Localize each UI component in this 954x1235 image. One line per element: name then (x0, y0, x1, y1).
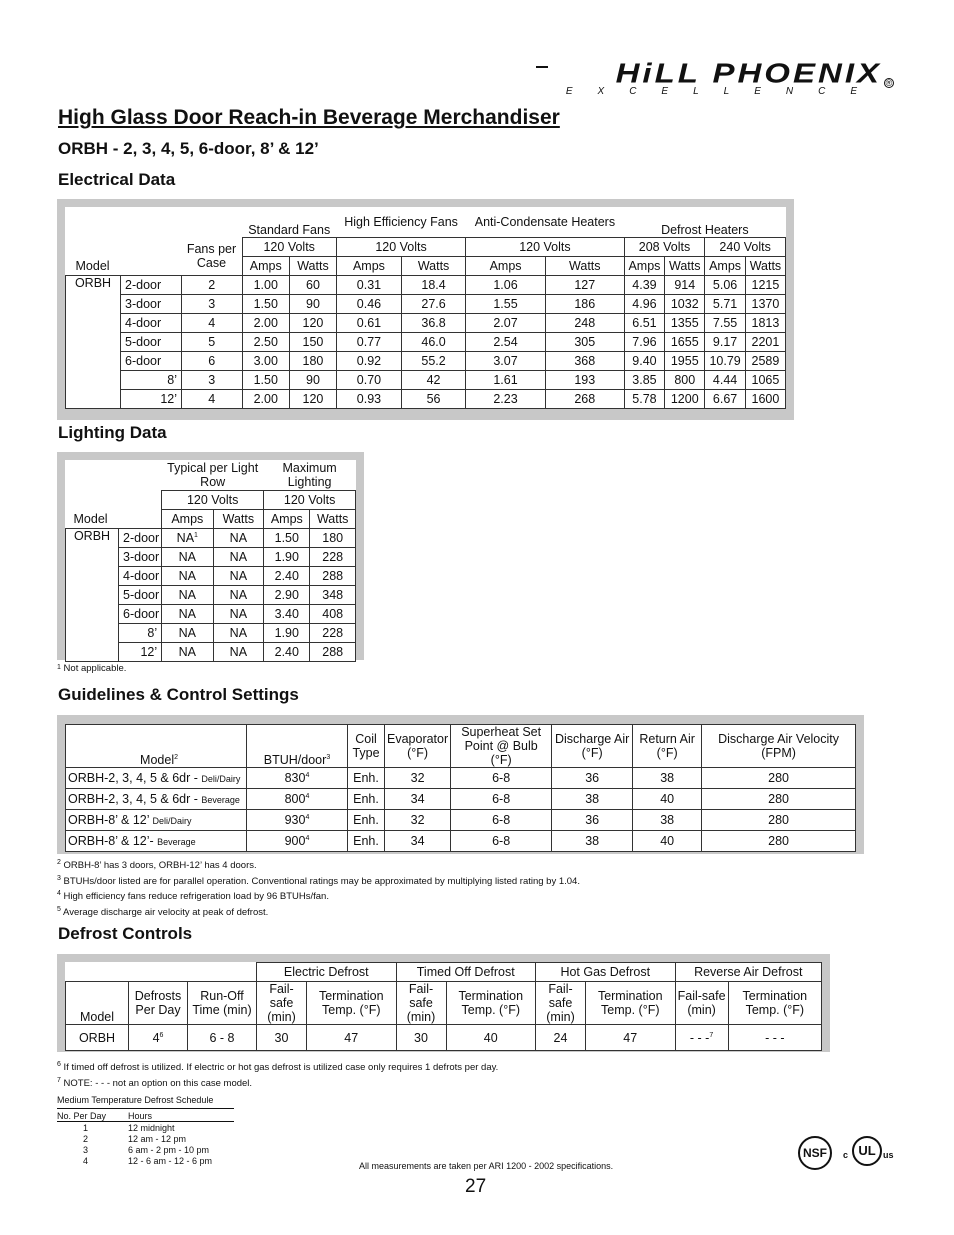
table-cell: 280 (702, 768, 856, 789)
unit-cell: Amps (705, 257, 746, 276)
schedule-hours: 12 midnight (128, 1122, 175, 1133)
col-termination: Termination Temp. (°F) (307, 982, 396, 1025)
table-row (66, 295, 786, 314)
table-cell: 3-door (121, 295, 182, 314)
table-cell: 0.70 (336, 371, 401, 390)
table-cell: $800^4$ (247, 789, 348, 810)
table-cell: 2.00 (242, 390, 290, 409)
table-cell: 1.06 (466, 276, 546, 295)
table-cell: NA (213, 605, 264, 624)
unit-cell: Amps (336, 257, 401, 276)
defrost-footnotes (57, 1060, 498, 1091)
col-max: Maximum Lighting (282, 461, 337, 489)
logo-text: HiLL PHOENIX (615, 56, 882, 89)
table-cell: 0.31 (336, 276, 401, 295)
table-cell: 127 (545, 276, 624, 295)
table-cell: 1215 (745, 276, 785, 295)
defrost-cell: 30 (396, 1025, 446, 1051)
table-cell: NA (213, 643, 264, 662)
table-cell: 248 (545, 314, 624, 333)
footnote: $^3$ BTUHs/door listed are for parallel operation. Conventional ratings may be approximated by multiplying listed rating by 1.04. (57, 874, 580, 887)
col-model: Model$^2$ (66, 725, 247, 768)
col-defrosts: Defrosts Per Day (129, 982, 188, 1025)
table-cell: 12’ (119, 643, 162, 662)
footnote: $^4$ High efficiency fans reduce refrigeration load by 96 BTUHs/fan. (57, 890, 329, 902)
schedule-row (57, 1122, 234, 1134)
table-cell: 7.96 (624, 333, 665, 352)
table-cell: NA (213, 529, 264, 548)
table-cell: 6-door (119, 605, 162, 624)
registered-mark-icon: ® (885, 78, 893, 88)
table-cell: 1032 (665, 295, 705, 314)
table-cell: 1655 (665, 333, 705, 352)
footnote-num: 1 (57, 664, 61, 671)
col-defrost-heaters: Defrost Heaters (661, 223, 749, 237)
page-title: High Glass Door Reach-in Beverage Merchandiser (58, 106, 560, 129)
group-reverse-air: Reverse Air Defrost (675, 963, 822, 982)
unit-cell: Amps (242, 257, 290, 276)
table-row (66, 314, 786, 333)
unit-cell: Watts (290, 257, 337, 276)
table-row (66, 352, 786, 371)
table-cell: 6-8 (451, 810, 552, 831)
table-cell: 180 (310, 529, 356, 548)
footnote: $^7$ NOTE: - - - not an option on this case model. (57, 1076, 253, 1089)
table-cell: 90 (290, 371, 337, 390)
table-cell: 40 (633, 789, 702, 810)
table-cell: 46.0 (401, 333, 465, 352)
table-cell: 36 (552, 768, 633, 789)
table-row (66, 371, 786, 390)
table-row (66, 810, 856, 831)
unit-cell: Watts (665, 257, 705, 276)
defrost-cell: 47 (586, 1025, 675, 1051)
table-cell: 1.61 (466, 371, 546, 390)
table-cell: 34 (385, 831, 451, 852)
volts-cell: 120 Volts (336, 238, 465, 257)
volts-cell: 120 Volts (242, 238, 336, 257)
table-cell: 1955 (665, 352, 705, 371)
unit-cell: Amps (264, 510, 310, 529)
table-row (66, 789, 856, 810)
table-cell: 186 (545, 295, 624, 314)
table-cell: 1355 (665, 314, 705, 333)
table-cell: 914 (665, 276, 705, 295)
table-cell: 1.55 (466, 295, 546, 314)
logo-subtext: EXCELLENCE (565, 86, 882, 97)
footnote: $^2$ ORBH-8’ has 3 doors, ORBH-12’ has 4 doors. (57, 859, 257, 871)
table-cell: 368 (545, 352, 624, 371)
model-cell: ORBH-8’ & 12’- Beverage (66, 831, 247, 852)
table-cell: 0.77 (336, 333, 401, 352)
table-cell: 40 (633, 831, 702, 852)
lighting-table (65, 460, 356, 662)
table-cell: 2.90 (264, 586, 310, 605)
table-cell: 1813 (745, 314, 785, 333)
col-high-eff-fans: High Efficiency Fans (344, 215, 458, 229)
table-cell: 1370 (745, 295, 785, 314)
table-cell: 0.93 (336, 390, 401, 409)
ul-logo-icon: UL (852, 1136, 882, 1166)
col-failsafe: Fail-safe (min) (257, 982, 307, 1025)
table-cell: NA (162, 624, 213, 643)
table-cell: 3.00 (242, 352, 290, 371)
table-cell: 38 (633, 810, 702, 831)
table-cell: 55.2 (401, 352, 465, 371)
table-cell: NA (162, 567, 213, 586)
table-cell: 36 (552, 810, 633, 831)
defrost-cell: 24 (536, 1025, 586, 1051)
table-cell: 4-door (119, 567, 162, 586)
table-cell: 9.40 (624, 352, 665, 371)
table-cell: 1065 (745, 371, 785, 390)
schedule-row (57, 1144, 234, 1155)
table-cell: NA (213, 548, 264, 567)
unit-cell: Amps (466, 257, 546, 276)
table-cell: 38 (633, 768, 702, 789)
col-model: Model (75, 258, 110, 273)
table-cell: 32 (385, 768, 451, 789)
table-cell: 6-8 (451, 831, 552, 852)
table-cell: 2.07 (466, 314, 546, 333)
table-cell: 120 (290, 314, 337, 333)
table-cell: 6.67 (705, 390, 746, 409)
table-cell: 1.50 (242, 371, 290, 390)
table-cell: 2.54 (466, 333, 546, 352)
guidelines-heading: Guidelines & Control Settings (58, 685, 299, 704)
col-standard-fans: Standard Fans (248, 223, 331, 237)
unit-cell: Amps (624, 257, 665, 276)
table-cell: 18.4 (401, 276, 465, 295)
table-cell: 90 (290, 295, 337, 314)
volts-cell: 120 Volts (466, 238, 625, 257)
table-cell: 5 (182, 333, 243, 352)
col-superheat: Superheat Set Point @ Bulb (°F) (451, 725, 552, 768)
schedule-hours: 6 am - 2 pm - 10 pm (128, 1144, 210, 1155)
table-cell: Enh. (348, 789, 385, 810)
table-cell: 10.79 (705, 352, 746, 371)
defrost-cell: 6 - 8 (188, 1025, 257, 1051)
ul-us-mark: us (883, 1150, 894, 1160)
guidelines-frame (57, 715, 864, 854)
table-cell: 6.51 (624, 314, 665, 333)
table-cell: 4 (182, 390, 243, 409)
table-cell: 5-door (121, 333, 182, 352)
lighting-heading: Lighting Data (58, 423, 167, 442)
table-cell: 6-8 (451, 789, 552, 810)
table-cell: 1.00 (242, 276, 290, 295)
schedule-row (57, 1133, 234, 1144)
table-cell: NA (162, 548, 213, 567)
model-cell: ORBH-8’ & 12’ Deli/Dairy (66, 810, 247, 831)
col-failsafe: Fail-safe (min) (396, 982, 446, 1025)
col-hours: Hours (128, 1110, 153, 1121)
table-cell: 5.06 (705, 276, 746, 295)
lighting-frame (57, 452, 364, 660)
table-cell: 36.8 (401, 314, 465, 333)
unit-cell: Amps (162, 510, 213, 529)
page-subtitle: ORBH - 2, 3, 4, 5, 6-door, 8’ & 12’ (58, 139, 319, 158)
col-model: Model (66, 982, 129, 1025)
hill-phoenix-logo (565, 56, 893, 97)
table-cell: 6-8 (451, 768, 552, 789)
table-cell: NA (162, 586, 213, 605)
col-anti-cond: Anti-Condensate Heaters (474, 215, 616, 229)
table-cell: 3.07 (466, 352, 546, 371)
col-btuh: BTUH/door$^3$ (247, 725, 348, 768)
table-cell: 2 (182, 276, 243, 295)
col-termination: Termination Temp. (°F) (446, 982, 535, 1025)
guidelines-footnotes (57, 858, 580, 920)
table-cell: 4.96 (624, 295, 665, 314)
electrical-table (65, 207, 786, 409)
table-cell: 6 (182, 352, 243, 371)
table-row (66, 768, 856, 789)
table-cell: 288 (310, 643, 356, 662)
table-cell: 2.40 (264, 643, 310, 662)
table-cell: 38 (552, 831, 633, 852)
table-cell: 268 (545, 390, 624, 409)
unit-cell: Watts (545, 257, 624, 276)
table-cell: 1.90 (264, 624, 310, 643)
table-cell: 280 (702, 789, 856, 810)
table-cell: $930^4$ (247, 810, 348, 831)
volts-cell: 240 Volts (705, 238, 786, 257)
table-cell: 0.61 (336, 314, 401, 333)
table-cell: 2201 (745, 333, 785, 352)
table-cell: NA (162, 643, 213, 662)
table-cell: 280 (702, 810, 856, 831)
table-cell: 228 (310, 624, 356, 643)
unit-cell: Watts (401, 257, 465, 276)
volts-cell: 120 Volts (162, 491, 264, 510)
table-cell: 0.46 (336, 295, 401, 314)
table-cell: 1600 (745, 390, 785, 409)
footnote: $^6$ If timed off defrost is utilized. If electric or hot gas defrost is utilized case only requires 1 defrots per day. (57, 1061, 499, 1073)
defrost-cell: ORBH (66, 1025, 129, 1051)
table-cell: 3.40 (264, 605, 310, 624)
table-cell: 4 (182, 314, 243, 333)
table-cell: 2.50 (242, 333, 290, 352)
col-evaporator: Evaporator (°F) (385, 725, 451, 768)
table-cell: 6-door (121, 352, 182, 371)
table-cell: 2.23 (466, 390, 546, 409)
nsf-logo-icon: NSF (798, 1136, 832, 1170)
table-cell: 8’ (121, 371, 182, 390)
footer-note: All measurements are taken per ARI 1200 - 2002 specifications. (359, 1161, 614, 1171)
table-cell: 2589 (745, 352, 785, 371)
table-cell: 2-door (121, 276, 182, 295)
col-runoff: Run-Off Time (min) (188, 982, 257, 1025)
table-cell: 60 (290, 276, 337, 295)
unit-cell: Watts (310, 510, 356, 529)
lighting-footnote (57, 663, 126, 674)
table-cell: 38 (552, 789, 633, 810)
schedule-hours: 12 - 6 am - 12 - 6 pm (128, 1155, 213, 1166)
table-cell: 180 (290, 352, 337, 371)
schedule-num: 3 (83, 1144, 89, 1155)
col-return-air: Return Air (°F) (633, 725, 702, 768)
table-cell: 3 (182, 371, 243, 390)
table-cell: 1.50 (264, 529, 310, 548)
schedule-title: Medium Temperature Defrost Schedule (57, 1095, 214, 1105)
defrost-table (65, 962, 822, 1051)
schedule-table (57, 1110, 234, 1166)
col-fans-per-case: Fans per Case (186, 242, 237, 271)
col-no-per-day: No. Per Day (57, 1110, 107, 1121)
table-cell: 408 (310, 605, 356, 624)
page-number: 27 (465, 1176, 487, 1197)
table-cell: NA (162, 605, 213, 624)
group-timed-off: Timed Off Defrost (396, 963, 536, 982)
table-cell: Enh. (348, 768, 385, 789)
defrost-cell: 47 (307, 1025, 396, 1051)
table-cell: 280 (702, 831, 856, 852)
table-cell: 7.55 (705, 314, 746, 333)
defrost-frame (57, 954, 830, 1052)
defrost-cell: - - -$^7$ (675, 1025, 728, 1051)
schedule-row (57, 1155, 234, 1166)
unit-cell: Watts (745, 257, 785, 276)
col-discharge-air: Discharge Air (°F) (552, 725, 633, 768)
table-cell: Enh. (348, 810, 385, 831)
table-row (66, 276, 786, 295)
volts-cell: 120 Volts (264, 491, 356, 510)
col-velocity: Discharge Air Velocity (FPM) (702, 725, 856, 768)
table-cell: 5.78 (624, 390, 665, 409)
table-cell: 1.50 (242, 295, 290, 314)
table-cell: 0.92 (336, 352, 401, 371)
table-cell: 193 (545, 371, 624, 390)
table-cell: $830^4$ (247, 768, 348, 789)
schedule-rule (57, 1108, 234, 1109)
table-cell: 3-door (119, 548, 162, 567)
guidelines-table (65, 724, 856, 852)
defrost-heading: Defrost Controls (58, 924, 193, 943)
table-cell: 34 (385, 789, 451, 810)
defrost-cell: 30 (257, 1025, 307, 1051)
table-cell: 150 (290, 333, 337, 352)
unit-cell: Watts (213, 510, 264, 529)
table-cell: 4-door (121, 314, 182, 333)
table-row (66, 831, 856, 852)
model-cell: ORBH-2, 3, 4, 5 & 6dr - Deli/Dairy (66, 768, 247, 789)
table-row (66, 333, 786, 352)
table-cell: NA (213, 586, 264, 605)
model-cell: ORBH-2, 3, 4, 5 & 6dr - Beverage (66, 789, 247, 810)
table-cell: 5.71 (705, 295, 746, 314)
footnote: $^5$ Average discharge air velocity at peak of defrost. (57, 905, 269, 918)
table-cell: 4.39 (624, 276, 665, 295)
col-termination: Termination Temp. (°F) (728, 982, 821, 1025)
col-failsafe: Fail-safe (min) (536, 982, 586, 1025)
table-cell: 800 (665, 371, 705, 390)
table-cell: 288 (310, 567, 356, 586)
table-cell: 27.6 (401, 295, 465, 314)
model-cell: ORBH (66, 276, 121, 409)
model-cell: ORBH (66, 529, 119, 662)
col-model: Model (73, 511, 108, 526)
table-cell: $900^4$ (247, 831, 348, 852)
electrical-heading: Electrical Data (58, 170, 176, 189)
table-cell: $NA^1$ (162, 529, 213, 548)
schedule-num: 2 (83, 1133, 89, 1144)
table-cell: 56 (401, 390, 465, 409)
col-typical: Typical per Light Row (167, 461, 259, 489)
schedule-hours: 12 am - 12 pm (128, 1133, 187, 1144)
table-cell: 32 (385, 810, 451, 831)
defrost-cell: 40 (446, 1025, 535, 1051)
table-cell: 42 (401, 371, 465, 390)
logo-rule (536, 66, 548, 68)
table-cell: NA (213, 624, 264, 643)
ul-c-mark: c (843, 1150, 849, 1160)
col-termination: Termination Temp. (°F) (586, 982, 675, 1025)
table-cell: 305 (545, 333, 624, 352)
table-cell: 120 (290, 390, 337, 409)
table-cell: Enh. (348, 831, 385, 852)
col-coil-type: Coil Type (348, 725, 385, 768)
volts-cell: 208 Volts (624, 238, 705, 257)
table-cell: 1.90 (264, 548, 310, 567)
table-cell: 5-door (119, 586, 162, 605)
schedule-num: 4 (83, 1155, 89, 1166)
defrost-cell: $4^6$ (129, 1025, 188, 1051)
table-row (66, 390, 786, 409)
table-cell: 3.85 (624, 371, 665, 390)
defrost-cell: - - - (728, 1025, 821, 1051)
table-cell: 9.17 (705, 333, 746, 352)
table-cell: 2.40 (264, 567, 310, 586)
table-cell: 12’ (121, 390, 182, 409)
table-cell: NA (213, 567, 264, 586)
table-cell: 8’ (119, 624, 162, 643)
table-cell: 228 (310, 548, 356, 567)
table-cell: 1200 (665, 390, 705, 409)
table-row (66, 529, 356, 548)
footnote-text: Not applicable. (63, 663, 127, 674)
table-cell: 2.00 (242, 314, 290, 333)
table-cell: 348 (310, 586, 356, 605)
group-electric: Electric Defrost (257, 963, 397, 982)
group-hot-gas: Hot Gas Defrost (536, 963, 676, 982)
table-cell: 3 (182, 295, 243, 314)
schedule-num: 1 (83, 1122, 89, 1133)
col-failsafe: Fail-safe (min) (675, 982, 728, 1025)
electrical-frame (57, 199, 794, 420)
table-cell: 4.44 (705, 371, 746, 390)
table-cell: 2-door (119, 529, 162, 548)
